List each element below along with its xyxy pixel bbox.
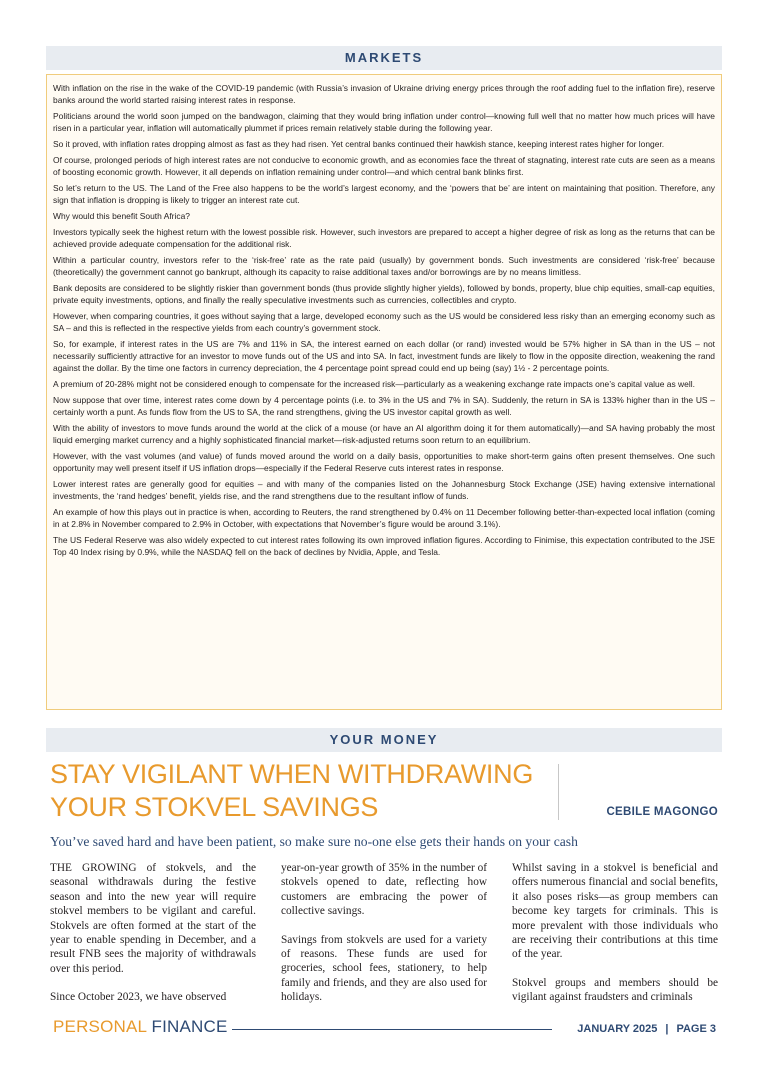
column-paragraph: Since October 2023, we have observed xyxy=(50,991,227,1004)
publication-brand xyxy=(53,1017,228,1037)
markets-paragraph: The US Federal Reserve was also widely expected to cut interest rates following its own improved inflation figures. According to Finimise, this expectation contributed to the JSE Top 40 Index rising by 0.9%, while the NASDAQ fell on the back of declines by Nvidia, Apple, and Tesla. xyxy=(53,535,715,557)
headline-line-2: YOUR STOKVEL SAVINGS xyxy=(50,792,379,822)
author-byline: CEBILE MAGONGO xyxy=(606,806,718,818)
article-column-2 xyxy=(281,861,487,1011)
markets-paragraph: So let’s return to the US. The Land of the Free also happens to be the world’s largest economy, and the ‘powers that be’ are intent on maintaining that position. Therefore, any sign that inflation is dropping is likely to trigger an interest rate cut. xyxy=(53,183,715,205)
markets-paragraph: However, with the vast volumes (and value) of funds moved around the world on a daily basis, opportunities to make short-term gains often present themselves. One such opportunity may well present itself if US inflation drops—especially if the Federal Reserve cuts interest rates in response. xyxy=(53,451,715,473)
markets-article-box xyxy=(46,74,722,710)
markets-paragraph: Of course, prolonged periods of high interest rates are not conducive to economic growth, and as economies face the threat of stagnating, interest rate cuts are seen as a means of boosting economic growth. However, it all depends on inflation remaining under control—and which central bank blinks first. xyxy=(53,155,715,177)
page-number: PAGE 3 xyxy=(676,1023,716,1035)
headline-divider xyxy=(558,764,559,820)
footer-divider xyxy=(232,1029,552,1030)
markets-paragraph: So it proved, with inflation rates dropping almost as fast as they had risen. Yet central banks continued their hawkish stance, keeping interest rates higher for longer. xyxy=(53,139,665,149)
article-column-1 xyxy=(50,861,256,1011)
markets-paragraph: Lower interest rates are generally good for equities – and with many of the companies listed on the Johannesburg Stock Exchange (JSE) having extensive international investments, the ‘rand hedges’ benefit, yields rise, and the rand strengthens due to the resultant inflow of funds. xyxy=(53,479,715,501)
section-header-your-money: YOUR MONEY xyxy=(46,728,722,752)
footer-issue-info xyxy=(577,1023,716,1035)
markets-paragraph: Investors typically seek the highest return with the lowest possible risk. However, such investors are prepared to accept a higher degree of risk as long as the returns that can be achieved provide adequate compensation for the additional risk. xyxy=(53,227,715,249)
issue-date: JANUARY 2025 xyxy=(577,1023,658,1035)
brand-finance: FINANCE xyxy=(151,1017,228,1036)
article-column-3 xyxy=(512,861,718,1011)
section-header-markets: MARKETS xyxy=(46,46,722,70)
article-headline xyxy=(50,758,560,824)
markets-paragraph: Why would this benefit South Africa? xyxy=(53,211,190,221)
column-paragraph: Savings from stokvels are used for a variety of reasons. These funds are used for groceries, school fees, stationery, to help family and friends, and they are also used for holidays. xyxy=(281,933,487,1004)
article-standfirst: You’ve saved hard and have been patient, so make sure no-one else gets their hands on your cash xyxy=(50,834,578,849)
markets-paragraph: Within a particular country, investors refer to the ‘risk-free’ rate as the rate paid (usually) by government bonds. Such investments are considered ‘risk-free’ because (theoretically) the government cannot go bankrupt, although its capacity to raise additional taxes and/or borrowings are by no means limitless. xyxy=(53,255,715,277)
brand-personal: PERSONAL xyxy=(53,1017,147,1036)
markets-paragraph: Bank deposits are considered to be slightly riskier than government bonds (thus provide slightly higher yields), followed by bonds, property, blue chip equities, small-cap equities, private equity investments, options, and finally the really speculative investments such as currencies, collectibles and crypto. xyxy=(53,283,715,305)
markets-paragraph: With the ability of investors to move funds around the world at the click of a mouse (or have an AI algorithm doing it for them automatically)—and SA having probably the most liquid emerging market currency and a highly sophisticated financial market—risk-adjusted returns soon return to an equilibrium. xyxy=(53,423,715,445)
column-paragraph: Whilst saving in a stokvel is beneficial and offers numerous financial and social benefits, it also poses risks—as group members can become key targets for criminals. This is more prevalent with those individuals who are receiving their contributions at this time of the year. xyxy=(512,862,718,961)
column-paragraph: THE GROWING of stokvels, and the seasonal withdrawals during the festive season and into the new year will require stokvel members to be vigilant and careful. Stokvels are often formed at the start of the year to enable spending in December, and a result FNB sees the majority of withdrawals over this period. xyxy=(50,862,256,975)
markets-paragraph: Now suppose that over time, interest rates come down by 4 percentage points (i.e. to 3% in the US and 7% in SA). Suddenly, the return in SA is 133% higher than in the US – certainly worth a punt. As funds flow from the US to SA, the rand strengthens, giving the US investor capital growth as well. xyxy=(53,395,715,417)
markets-paragraph: An example of how this plays out in practice is when, according to Reuters, the rand strengthened by 0.4% on 11 December following better-than-expected local inflation (coming in at 2.8% in November compared to 2.9% in October, with expectations that November’s figure would be around 3.1%). xyxy=(53,507,715,529)
headline-line-1: STAY VIGILANT WHEN WITHDRAWING xyxy=(50,759,534,789)
markets-paragraph: Politicians around the world soon jumped on the bandwagon, claiming that they would bring inflation under control—knowing full well that no matter how much prices will have risen in a particular year, inflation will automatically plummet if prices remain relatively stable during the following year. xyxy=(53,111,715,133)
markets-paragraph: However, when comparing countries, it goes without saying that a large, developed economy such as the US would be considered less risky than an emerging economy such as SA – and this is reflected in the respective yields from each country’s government stock. xyxy=(53,311,715,333)
markets-paragraph: With inflation on the rise in the wake of the COVID-19 pandemic (with Russia’s invasion of Ukraine driving energy prices through the roof adding fuel to the inflation fire), reserve banks around the world started raising interest rates in response. xyxy=(53,83,715,105)
column-paragraph: Stokvel groups and members should be vigilant against fraudsters and criminals xyxy=(512,976,718,1004)
markets-paragraph: A premium of 20-28% might not be considered enough to compensate for the increased risk—particularly as a weakening exchange rate impacts one’s capital value as well. xyxy=(53,379,695,389)
column-paragraph: year-on-year growth of 35% in the number of stokvels opened to date, reflecting how customers are embracing the power of collective savings. xyxy=(281,862,487,918)
footer-separator: | xyxy=(665,1023,669,1035)
markets-paragraph: So, for example, if interest rates in the US are 7% and 11% in SA, the interest earned on each dollar (or rand) invested would be 57% higher in SA than in the US – not necessarily sufficiently attractive for an investor to move funds out of the US and into SA. In fact, investment funds are likely to flow in the opposite direction, weakening the rand against the dollar. By the time one factors in currency depreciation, the 4 percentage point spread could end up being (say) 1½ - 2 percentage points. xyxy=(53,339,715,373)
